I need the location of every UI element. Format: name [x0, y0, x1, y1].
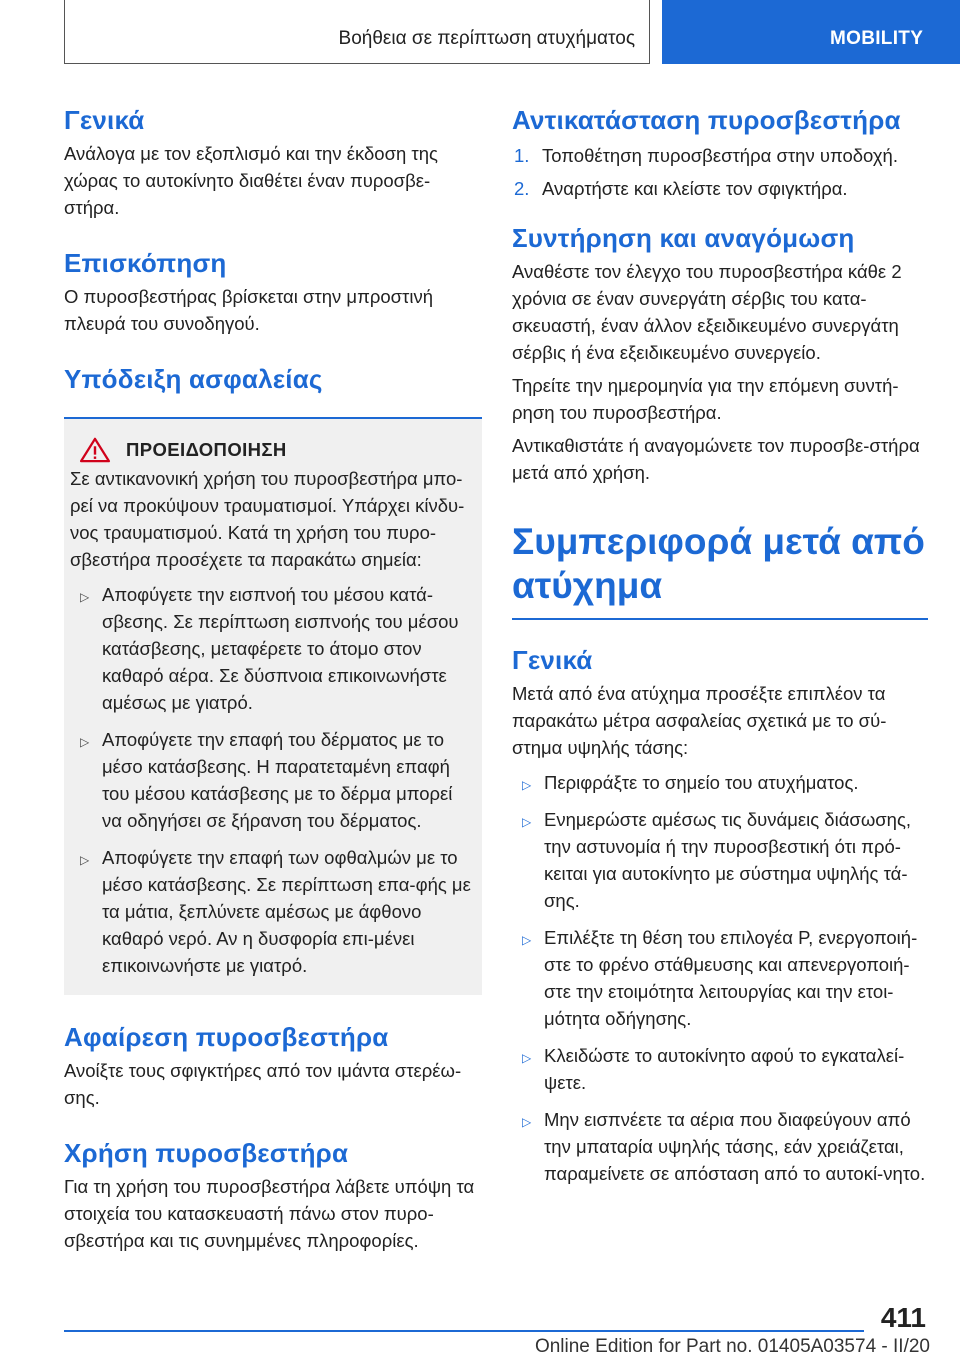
- list-item: ▷ Κλειδώστε το αυτοκίνητο αφού το εγκαταλεί‐ψετε.: [522, 1045, 905, 1093]
- list-item: ▷ Αποφύγετε την εισπνοή του μέσου κατά‐σβεσης. Σε περίπτωση εισπνοής του μέσου κατάσβεσης, μεταφέρετε το άτομο στον καθαρό αέρα. Σε δύσπνοια επικοινωνήστε αμέσως με γιατρό.: [80, 584, 459, 713]
- removal-text: Ανοίξτε τους σφιγκτήρες από τον ιμάντα στερέω‐σης.: [64, 1060, 462, 1108]
- maintenance-text-3: Αντικαθιστάτε ή αναγομώνετε τον πυροσβε‐στήρα μετά από χρήση.: [512, 435, 920, 483]
- list-item: ▷ Αποφύγετε την επαφή του δέρματος με το μέσο κατάσβεσης. Η παρατεταμένη επαφή του μέσου κατάσβεσης με το δέρμα μπορεί να οδηγήσει σε ξήρανση του δέρματος.: [80, 729, 453, 831]
- triangle-bullet-icon: ▷: [80, 735, 90, 749]
- left-column: [64, 104, 482, 1254]
- maintenance-text-2: Τηρείτε την ημερομηνία για την επόμενη συντή‐ρηση του πυροσβεστήρα.: [512, 375, 899, 423]
- behavior-general-heading: Γενικά: [512, 645, 593, 675]
- warning-box: [64, 419, 482, 995]
- warning-triangle-icon: [78, 437, 112, 463]
- triangle-bullet-icon: ▷: [522, 933, 532, 947]
- header-section-box: [64, 0, 650, 64]
- warning-intro: Σε αντικανονική χρήση του πυροσβεστήρα μπο‐ρεί να προκύψουν τραυματισμοί. Υπάρχει κίνδυ‐νος τραυματισμού. Κατά τη χρήση του πυρο‐σβεστήρα προσέχετε τα παρακάτω σημεία:: [70, 468, 465, 570]
- triangle-bullet-icon: ▷: [522, 1051, 532, 1065]
- header-category-box: [662, 0, 960, 64]
- list-item: ▷ Επιλέξτε τη θέση του επιλογέα P, ενεργοποιή‐στε το φρένο στάθμευσης και απενεργοποιή‐στε την ετοιμότητα λειτουργίας και την ετοι‐μότητα οδήγησης.: [522, 927, 918, 1029]
- triangle-bullet-icon: ▷: [522, 1115, 532, 1129]
- behavior-heading: Συμπεριφορά μετά από ατύχημα: [512, 521, 925, 606]
- step-item: 1. Τοποθέτηση πυροσβεστήρα στην υποδοχή.: [514, 145, 898, 166]
- footer-divider: [64, 1330, 864, 1332]
- safety-heading: Υπόδειξη ασφαλείας: [64, 364, 323, 394]
- general-text: Ανάλογα με τον εξοπλισμό και την έκδοση της χώρας το αυτοκίνητο διαθέτει έναν πυροσβε‐στήρα.: [64, 143, 438, 218]
- list-item: ▷ Ενημερώστε αμέσως τις δυνάμεις διάσωσης, την αστυνομία ή την πυροσβεστική ότι πρό‐κειται για αυτοκίνητο με σύστημα υψηλής τά‐σης.: [522, 809, 912, 911]
- warning-list: [70, 581, 474, 979]
- list-item: ▷ Περιφράξτε το σημείο του ατυχήματος.: [512, 769, 928, 796]
- replace-heading: Αντικατάσταση πυροσβεστήρα: [512, 105, 901, 135]
- triangle-bullet-icon: ▷: [80, 853, 90, 867]
- use-heading: Χρήση πυροσβεστήρα: [64, 1138, 349, 1168]
- maintenance-heading: Συντήρηση και αναγόμωση: [512, 223, 855, 253]
- list-item: ▷ Μην εισπνέετε τα αέρια που διαφεύγουν από την μπαταρία υψηλής τάσης, εάν χρειάζεται, παραμείνετε σε απόσταση από το αυτοκί‐νητο.: [522, 1109, 926, 1184]
- maintenance-text-1: Αναθέστε τον έλεγχο του πυροσβεστήρα κάθε 2 χρόνια σε έναν συνεργάτη σέρβις του κατα‐σκευαστή, έναν άλλον εξειδικευμένο συνεργάτη σέρβις ή ένα εξειδικευμένο συνεργείο.: [512, 261, 902, 363]
- overview-text: Ο πυροσβεστήρας βρίσκεται στην μπροστινή πλευρά του συνοδηγού.: [64, 286, 434, 334]
- behavior-general-text: Μετά από ένα ατύχημα προσέξτε επιπλέον τα παρακάτω μέτρα ασφαλείας σχετικά με το σύ‐στημα υψηλής τάσης:: [512, 683, 887, 758]
- triangle-bullet-icon: ▷: [522, 778, 532, 792]
- removal-heading: Αφαίρεση πυροσβεστήρα: [64, 1022, 389, 1052]
- overview-heading: Επισκόπηση: [64, 248, 227, 278]
- warning-header: [70, 437, 474, 463]
- list-item: ▷ Αποφύγετε την επαφή των οφθαλμών με το μέσο κατάσβεσης. Σε περίπτωση επα‐φής με τα μάτια, ξεπλύνετε αμέσως με άφθονο καθαρό νερό. Αν η δυσφορία επι‐μένει επικοινωνήστε με γιατρό.: [80, 847, 471, 976]
- triangle-bullet-icon: ▷: [522, 815, 532, 829]
- right-column: [512, 104, 928, 1187]
- category-badge: MOBILITY: [830, 28, 924, 49]
- step-item: 2. Αναρτήστε και κλείστε τον σφιγκτήρα.: [514, 178, 848, 199]
- use-text: Για τη χρήση του πυροσβεστήρα λάβετε υπόψη τα στοιχεία του κατασκευαστή πάνω στον πυρο‐σβεστήρα και τις συνημμένες πληροφορίες.: [64, 1176, 475, 1251]
- page-number: 411: [880, 1302, 926, 1333]
- triangle-bullet-icon: ▷: [80, 590, 90, 604]
- accident-measures-list: [512, 769, 928, 1187]
- general-heading: Γενικά: [64, 105, 145, 135]
- warning-title: ΠΡΟΕΙΔΟΠΟΙΗΣΗ: [126, 439, 287, 460]
- behavior-divider: [512, 618, 928, 620]
- section-title: Βοήθεια σε περίπτωση ατυχήματος: [338, 28, 635, 49]
- replace-steps: [512, 142, 928, 202]
- edition-note: Online Edition for Part no. 01405A03574 - II/20: [534, 1336, 930, 1357]
